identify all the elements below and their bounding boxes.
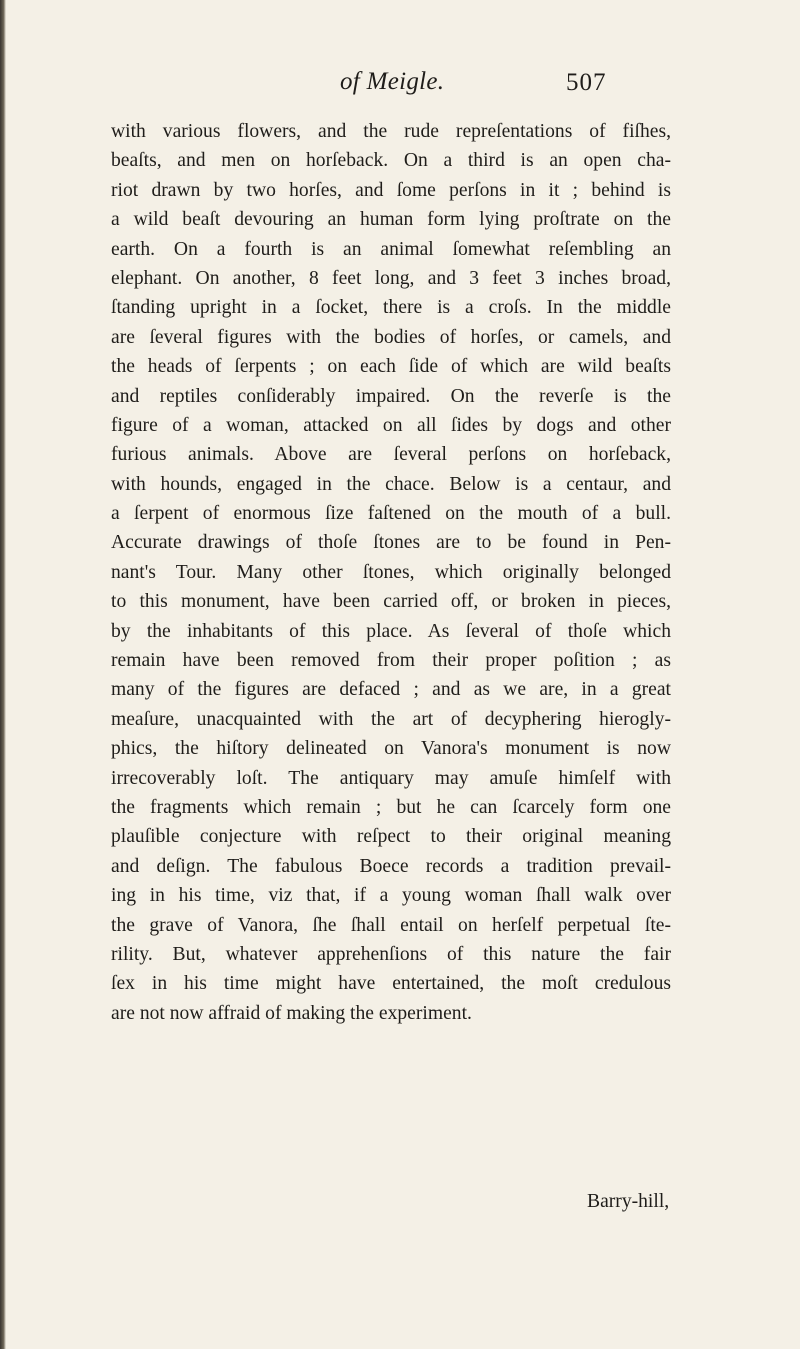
text-line: Accurate drawings of thoſe ſtones are to be found in Pen- xyxy=(111,532,671,554)
catchword: Barry-hill, xyxy=(587,1191,670,1212)
text-line: ing in his time, viz that, if a young woman ſhall walk over xyxy=(111,885,671,907)
text-line: a wild beaſt devouring an human form lying proſtrate on the xyxy=(111,209,671,231)
text-line: elephant. On another, 8 feet long, and 3 feet 3 inches broad, xyxy=(111,267,671,289)
text-line: phics, the hiſtory delineated on Vanora's monument is now xyxy=(111,738,671,760)
text-line: with hounds, engaged in the chace. Below is a centaur, and xyxy=(111,473,671,495)
text-line: are ſeveral figures with the bodies of horſes, or camels, and xyxy=(111,326,671,348)
text-line: a ſerpent of enormous ſize faſtened on the mouth of a bull. xyxy=(111,503,671,525)
text-line: are not now affraid of making the experiment. xyxy=(111,1002,472,1024)
text-line: and deſign. The fabulous Boece records a tradition prevail- xyxy=(111,855,671,877)
text-line: the fragments which remain ; but he can ſcarcely form one xyxy=(111,796,671,818)
text-line: remain have been removed from their proper poſition ; as xyxy=(111,650,671,672)
body-text xyxy=(111,117,671,1028)
text-line: beaſts, and men on horſeback. On a third is an open cha- xyxy=(111,150,671,172)
text-line: riot drawn by two horſes, and ſome perſons in it ; behind is xyxy=(111,179,671,201)
text-line: many of the figures are defaced ; and as we are, in a great xyxy=(111,679,671,701)
text-line: plauſible conjecture with reſpect to their original meaning xyxy=(111,826,671,848)
text-line: and reptiles conſiderably impaired. On the reverſe is the xyxy=(111,385,671,407)
text-line: nant's Tour. Many other ſtones, which originally belonged xyxy=(111,561,671,583)
text-line: with various flowers, and the rude repreſentations of fiſhes, xyxy=(111,121,671,142)
text-line: meaſure, unacquainted with the art of decyphering hierogly- xyxy=(111,708,671,730)
running-head xyxy=(0,68,800,102)
page-number: 507 xyxy=(566,69,607,96)
text-line: by the inhabitants of this place. As ſeveral of thoſe which xyxy=(111,620,671,642)
text-line: figure of a woman, attacked on all ſides by dogs and other xyxy=(111,414,671,436)
text-line: irrecoverably loſt. The antiquary may amuſe himſelf with xyxy=(111,767,671,789)
text-line: ſex in his time might have entertained, the moſt credulous xyxy=(111,973,671,995)
running-title: of Meigle. xyxy=(340,68,445,95)
binding-edge xyxy=(0,0,6,1349)
text-line: to this monument, have been carried off, or broken in pieces, xyxy=(111,591,671,613)
text-line: rility. But, whatever apprehenſions of this nature the fair xyxy=(111,943,671,965)
text-line: furious animals. Above are ſeveral perſons on horſeback, xyxy=(111,444,671,466)
text-line: the grave of Vanora, ſhe ſhall entail on herſelf perpetual ſte- xyxy=(111,914,671,936)
text-line: the heads of ſerpents ; on each ſide of which are wild beaſts xyxy=(111,356,671,378)
text-line: ſtanding upright in a ſocket, there is a croſs. In the middle xyxy=(111,297,671,319)
text-line: earth. On a fourth is an animal ſomewhat reſembling an xyxy=(111,238,671,260)
